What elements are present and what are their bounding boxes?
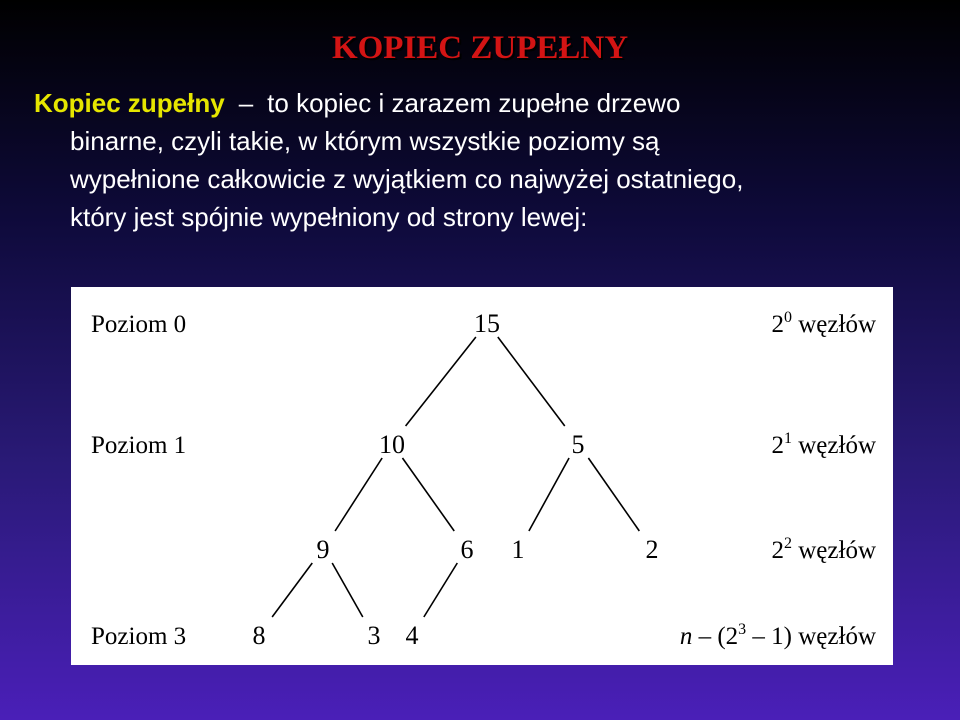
tree-node-value: 6	[460, 535, 474, 564]
tree-edge	[335, 458, 382, 531]
tree-edge	[588, 458, 639, 531]
level-label: Poziom 1	[91, 432, 187, 459]
level-node-count: n – $(2^3 - 1)$ węzłów	[679, 621, 876, 650]
tree-node-value: 1	[511, 535, 525, 564]
intro-term: Kopiec zupełny	[34, 88, 225, 118]
level-node-counts	[680, 309, 876, 650]
tree-node-value: 10	[379, 430, 405, 459]
level-node-count: $2^1$ węzłów	[771, 430, 876, 459]
intro-line-1	[34, 84, 926, 122]
level-label: Poziom 3	[91, 623, 187, 650]
tree-edge	[272, 563, 312, 617]
tree-node-value: 2	[645, 535, 659, 564]
tree-edge	[424, 563, 457, 617]
level-labels	[91, 311, 186, 650]
tree-nodes	[253, 309, 659, 650]
heap-tree-diagram	[71, 287, 893, 665]
tree-edge	[406, 337, 476, 426]
tree-node-value: 4	[405, 621, 419, 650]
tree-edge	[402, 458, 454, 531]
slide-title: KOPIEC ZUPEŁNY	[331, 30, 629, 66]
tree-edges	[272, 337, 639, 617]
tree-node-value: 15	[474, 309, 500, 338]
intro-dash: –	[238, 88, 254, 118]
heap-diagram-panel	[71, 287, 893, 665]
tree-node-value: 5	[571, 430, 585, 459]
tree-node-value: 8	[252, 621, 266, 650]
tree-edge	[332, 563, 363, 617]
intro-line-1-text: to kopiec i zarazem zupełne drzewo	[267, 88, 681, 118]
intro-paragraph	[34, 84, 926, 236]
intro-line-4: który jest spójnie wypełniony od strony lewej:	[70, 202, 588, 232]
level-label: Poziom 0	[91, 311, 187, 338]
tree-edge	[529, 458, 569, 531]
intro-line-3: wypełnione całkowicie z wyjątkiem co najwyżej ostatniego,	[70, 164, 744, 194]
level-node-count: $2^0$ węzłów	[771, 309, 876, 338]
tree-node-value: 3	[367, 621, 381, 650]
intro-line-2: binarne, czyli takie, w którym wszystkie poziomy są	[70, 126, 660, 156]
level-node-count: $2^2$ węzłów	[771, 535, 876, 564]
tree-edge	[498, 337, 565, 426]
tree-node-value: 9	[316, 535, 330, 564]
